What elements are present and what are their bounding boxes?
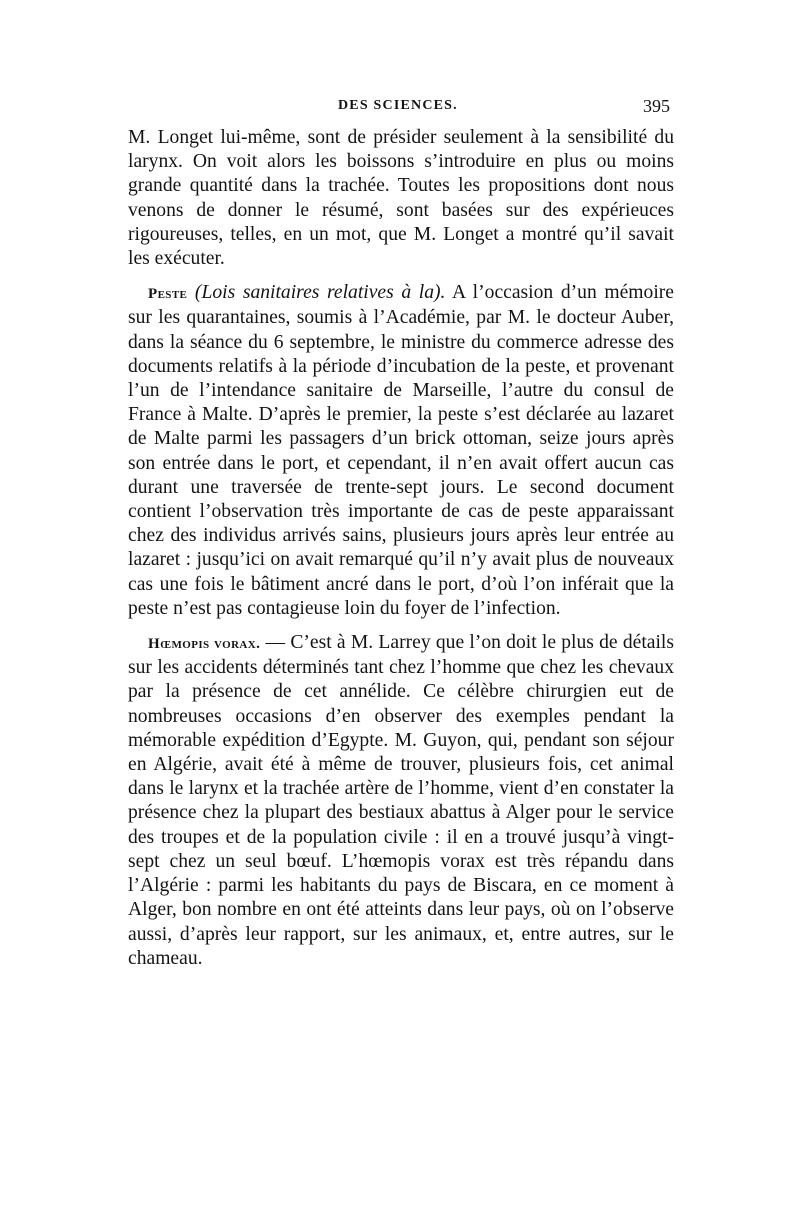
running-title: DES SCIENCES. bbox=[338, 98, 458, 113]
paragraph-peste bbox=[128, 281, 674, 621]
document-page bbox=[128, 94, 674, 971]
paragraph-text: A l’occasion d’un mémoire sur les quarantaines, soumis à l’Académie, par M. le docteur Auber, dans la séance du 6 septembre, le ministre du commerce adresse des documents relatifs à la période d’incubation de la peste, et provenant l’un de l’intendance sanitaire de Marseille, l’autre du consul de France à Malte. D’après le premier, la peste s’est déclarée au lazaret de Malte parmi les passagers d’un brick ottoman, seize jours après son entrée dans le port, et cependant, il n’en avait offert aucun cas durant une traversée de trente-sept jours. Le second document contient l’observation très importante de cas de peste apparaissant chez des individus arrivés sains, plusieurs jours après leur entrée au lazaret : jusqu’ici on avait remarqué qu’il n’y avait plus de nouveaux cas une fois le bâtiment ancré dans le port, d’où l’on inférait que la peste n’est pas contagieuse loin du foyer de l’infection. bbox=[128, 282, 674, 619]
paragraph-continuation bbox=[128, 126, 674, 271]
entry-heading-peste: Peste bbox=[148, 286, 188, 303]
paragraph-text: — C’est à M. Larrey que l’on doit le plus de détails sur les accidents déterminés tant chez l’homme que chez les chevaux par la présence de cet annélide. Ce célèbre chirurgien eut de nombreuses occasions d’en observer des exemples pendant la mémorable expédition d’Egypte. M. Guyon, qui, pendant son séjour en Algérie, avait été à même de trouver, plusieurs fois, cet animal dans le larynx et la trachée artère de l’homme, vient d’en constater la présence chez la plupart des bestiaux abattus à Alger pour le service des troupes et de la population civile : il en a trouvé jusqu’à vingt-sept chez un seul bœuf. L’hœmopis vorax est très répandu dans l’Algérie : parmi les habitants du pays de Biscara, en ce moment à Alger, bon nombre en ont été atteints dans leur pays, où on l’observe aussi, d’après leur rapport, sur les animaux, et, entre autres, sur le chameau. bbox=[128, 632, 675, 969]
entry-subheading-peste: (Lois sanitaires relatives à la). bbox=[194, 282, 446, 304]
running-header bbox=[128, 94, 674, 126]
paragraph-haemopis bbox=[128, 631, 674, 971]
page-number: 395 bbox=[643, 96, 670, 116]
entry-heading-haemopis: Hœmopis vorax. bbox=[148, 636, 261, 653]
paragraph-text: M. Longet lui-même, sont de présider seulement à la sensibilité du larynx. On voit alors les boissons s’introduire en plus ou moins grande quantité dans la trachée. Toutes les propositions dont nous venons de donner le résumé, sont basées sur des expérieuces rigoureuses, telles, en un mot, que M. Longet a montré qu’il savait les exécuter. bbox=[128, 127, 674, 270]
